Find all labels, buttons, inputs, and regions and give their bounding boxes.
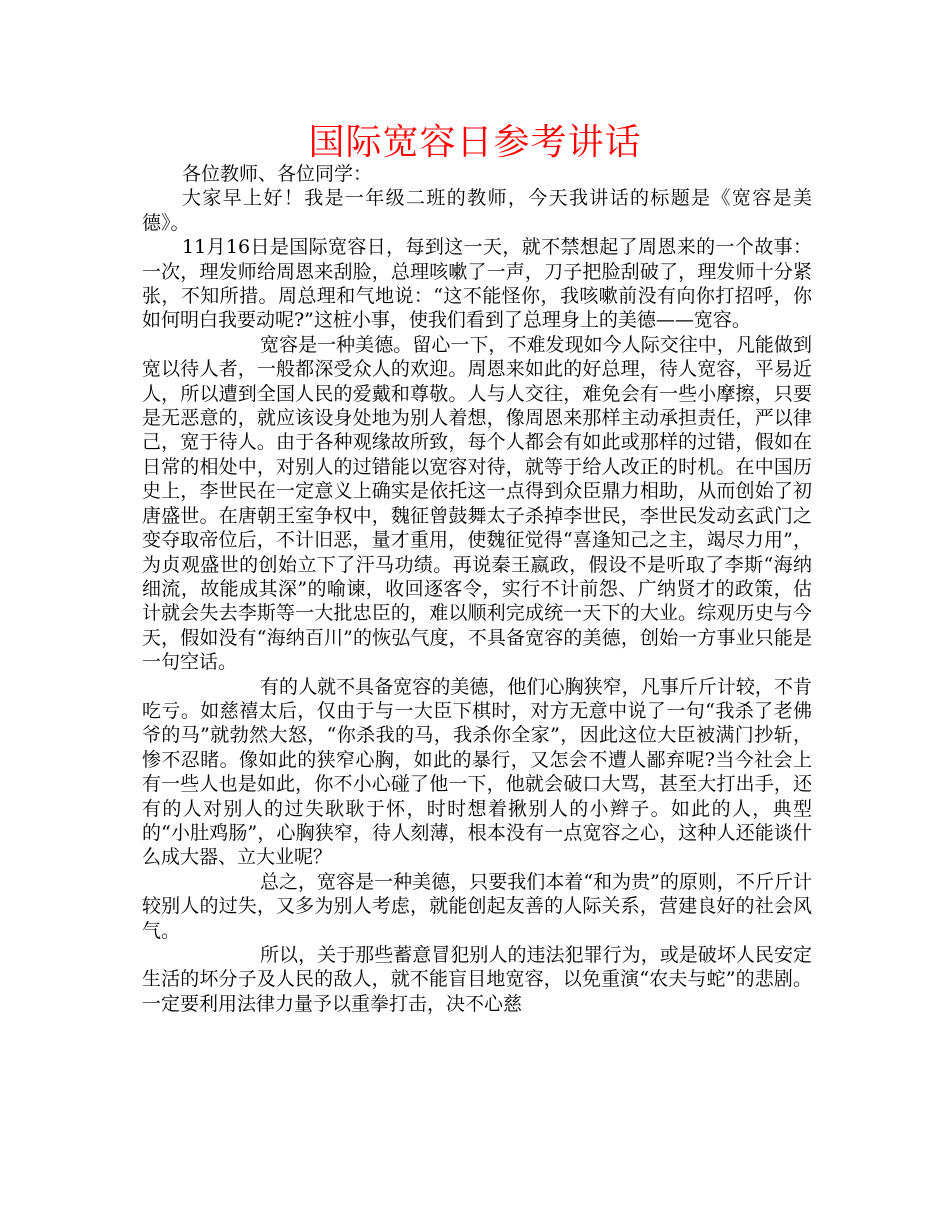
narrow-minded-paragraph: 有的人就不具备宽容的美德，他们心胸狭窄，凡事斤斤计较，不肯吃亏。如慈禧太后，仅由于与一大臣下棋时，对方无意中说了一句“我杀了老佛爷的马”就勃然大怒，“你杀我的马，我杀你全家”，因此这位大臣被满门抄斩，惨不忍睹。像如此的狭窄心胸，如此的暴行，又怎会不遭人鄙弃呢?当今社会上有一些人也是如此，你不小心碰了他一下，他就会破口大骂，甚至大打出手，还有的人对别人的过失耿耿于怀，时时想着揪别人的小辫子。如此的人，典型的“小肚鸡肠”，心胸狭窄，待人刻薄，根本没有一点宽容之心，这种人还能谈什么成大器、立大业呢？: [142, 675, 812, 869]
document-body: [142, 162, 812, 1016]
law-paragraph: 所以，关于那些蓄意冒犯别人的违法犯罪行为，或是破坏人民安定生活的坏分子及人民的敌人，就不能盲目地宽容，以免重演“农夫与蛇”的悲剧。一定要利用法律力量予以重拳打击，决不心慈: [142, 944, 812, 1015]
tolerance-virtue-paragraph: 宽容是一种美德。留心一下，不难发现如今人际交往中，凡能做到宽以待人者，一般都深受众人的欢迎。周恩来如此的好总理，待人宽容，平易近人，所以遭到全国人民的爱戴和尊敬。人与人交往，难免会有一些小摩擦，只要是无恶意的，就应该设身处地为别人着想，像周恩来那样主动承担责任，严以律己，宽于待人。由于各种观缘故所致，每个人都会有如此或那样的过错，假如在日常的相处中，对别人的过错能以宽容对待，就等于给人改正的时机。在中国历史上，李世民在一定意义上确实是依托这一点得到众臣鼎力相助，从而创始了初唐盛世。在唐朝王室争权中，魏征曾鼓舞太子杀掉李世民，李世民发动玄武门之变夺取帝位后，不计旧恶，量才重用，使魏征觉得“喜逢知己之主，竭尽力用”，为贞观盛世的创始立下了汗马功绩。再说秦王嬴政，假设不是听取了李斯“海纳细流，故能成其深”的喻谏，收回逐客令，实行不计前怨、广纳贤才的政策，估计就会失去李斯等一大批忠臣的，难以顺利完成统一天下的大业。综观历史与今天，假如没有“海纳百川”的恢弘气度，不具备宽容的美德，创始一方事业只能是一句空话。: [142, 333, 812, 674]
summary-paragraph: 总之，宽容是一种美德，只要我们本着“和为贵”的原则，不斤斤计较别人的过失，又多为别人考虑，就能创起友善的人际关系，营建良好的社会风气。: [142, 870, 812, 942]
salutation-paragraph: 各位教师、各位同学：: [182, 163, 373, 185]
document-title: 国际宽容日参考讲话: [308, 122, 642, 163]
greeting-paragraph: 大家早上好！我是一年级二班的教师，今天我讲话的标题是《宽容是美德》。: [142, 187, 812, 234]
zhou-enlai-story-paragraph: 11月16日是国际宽容日，每到这一天，就不禁想起了周恩来的一个故事：一次，理发师给周恩来刮脸，总理咳嗽了一声，刀子把脸刮破了，理发师十分紧张，不知所措。周总理和气地说：“这不能怪你，我咳嗽前没有向你打招呼，你如何明白我要动呢?”这桩小事，使我们看到了总理身上的美德——宽容。: [142, 236, 812, 332]
